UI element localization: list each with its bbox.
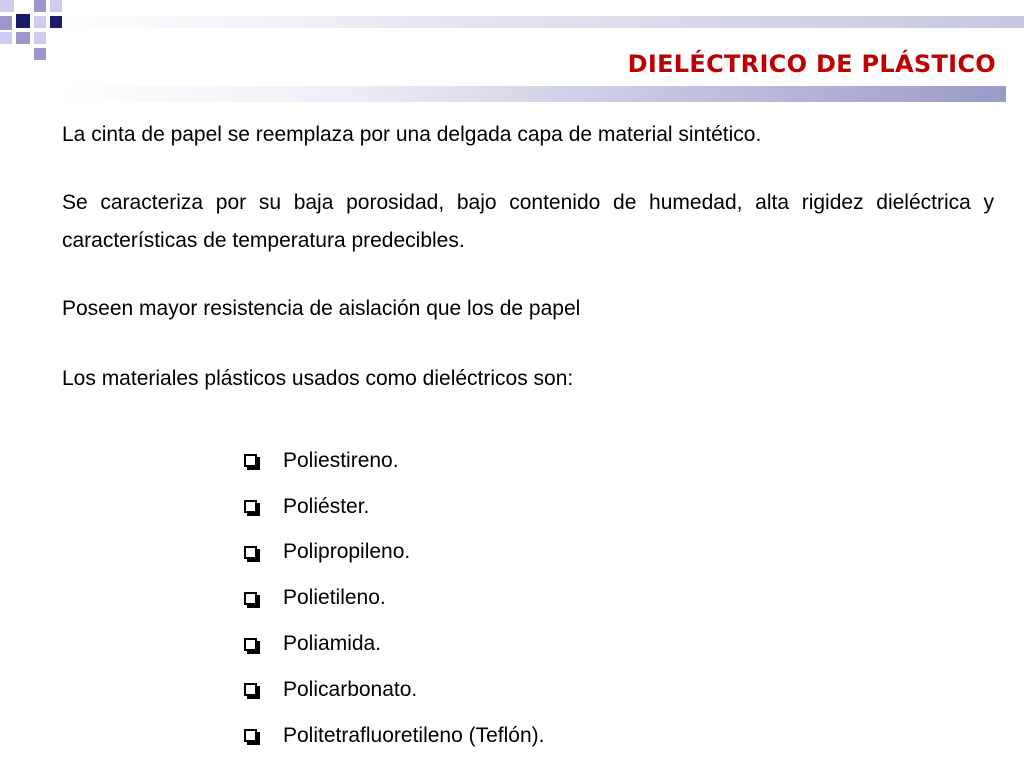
list-item: [242, 575, 544, 621]
checkbox-bullet-icon: [244, 683, 257, 696]
title-gradient-bar: [62, 86, 1006, 102]
top-gradient-bar: [62, 16, 1024, 28]
list-item-label: Polipropileno.: [283, 540, 411, 564]
list-item: [242, 484, 544, 530]
paragraph-characteristics: Se caracteriza por su baja porosidad, bajo contenido de humedad, alta rigidez dieléctrica y características de temperatura predecibles.: [62, 191, 994, 252]
list-item-label: Polietileno.: [283, 586, 386, 610]
list-item: [242, 713, 544, 759]
checkbox-bullet-icon: [244, 729, 257, 742]
list-item: [242, 667, 544, 713]
paragraph-resistance: Poseen mayor resistencia de aislación que los de papel: [62, 297, 581, 320]
list-item-label: Policarbonato.: [283, 677, 418, 701]
paragraph-materials-intro: Los materiales plásticos usados como dieléctricos son:: [62, 367, 574, 390]
checkbox-bullet-icon: [244, 638, 257, 651]
list-item: [242, 530, 544, 576]
checkbox-bullet-icon: [244, 592, 257, 605]
slide-title: DIELÉCTRICO DE PLÁSTICO: [627, 50, 996, 78]
materials-list: [242, 438, 544, 759]
list-item-label: Poliéster.: [283, 494, 370, 518]
checkbox-bullet-icon: [244, 546, 257, 559]
list-item-label: Poliestireno.: [283, 448, 399, 472]
paragraph-intro: La cinta de papel se reemplaza por una delgada capa de material sintético.: [62, 123, 762, 146]
checkbox-bullet-icon: [244, 454, 257, 467]
checkbox-bullet-icon: [244, 500, 257, 513]
list-item-label: Poliamida.: [283, 632, 382, 656]
slide-body: [62, 116, 994, 398]
list-item: [242, 438, 544, 484]
list-item: [242, 621, 544, 667]
list-item-label: Politetrafluoretileno (Teflón).: [283, 723, 545, 747]
